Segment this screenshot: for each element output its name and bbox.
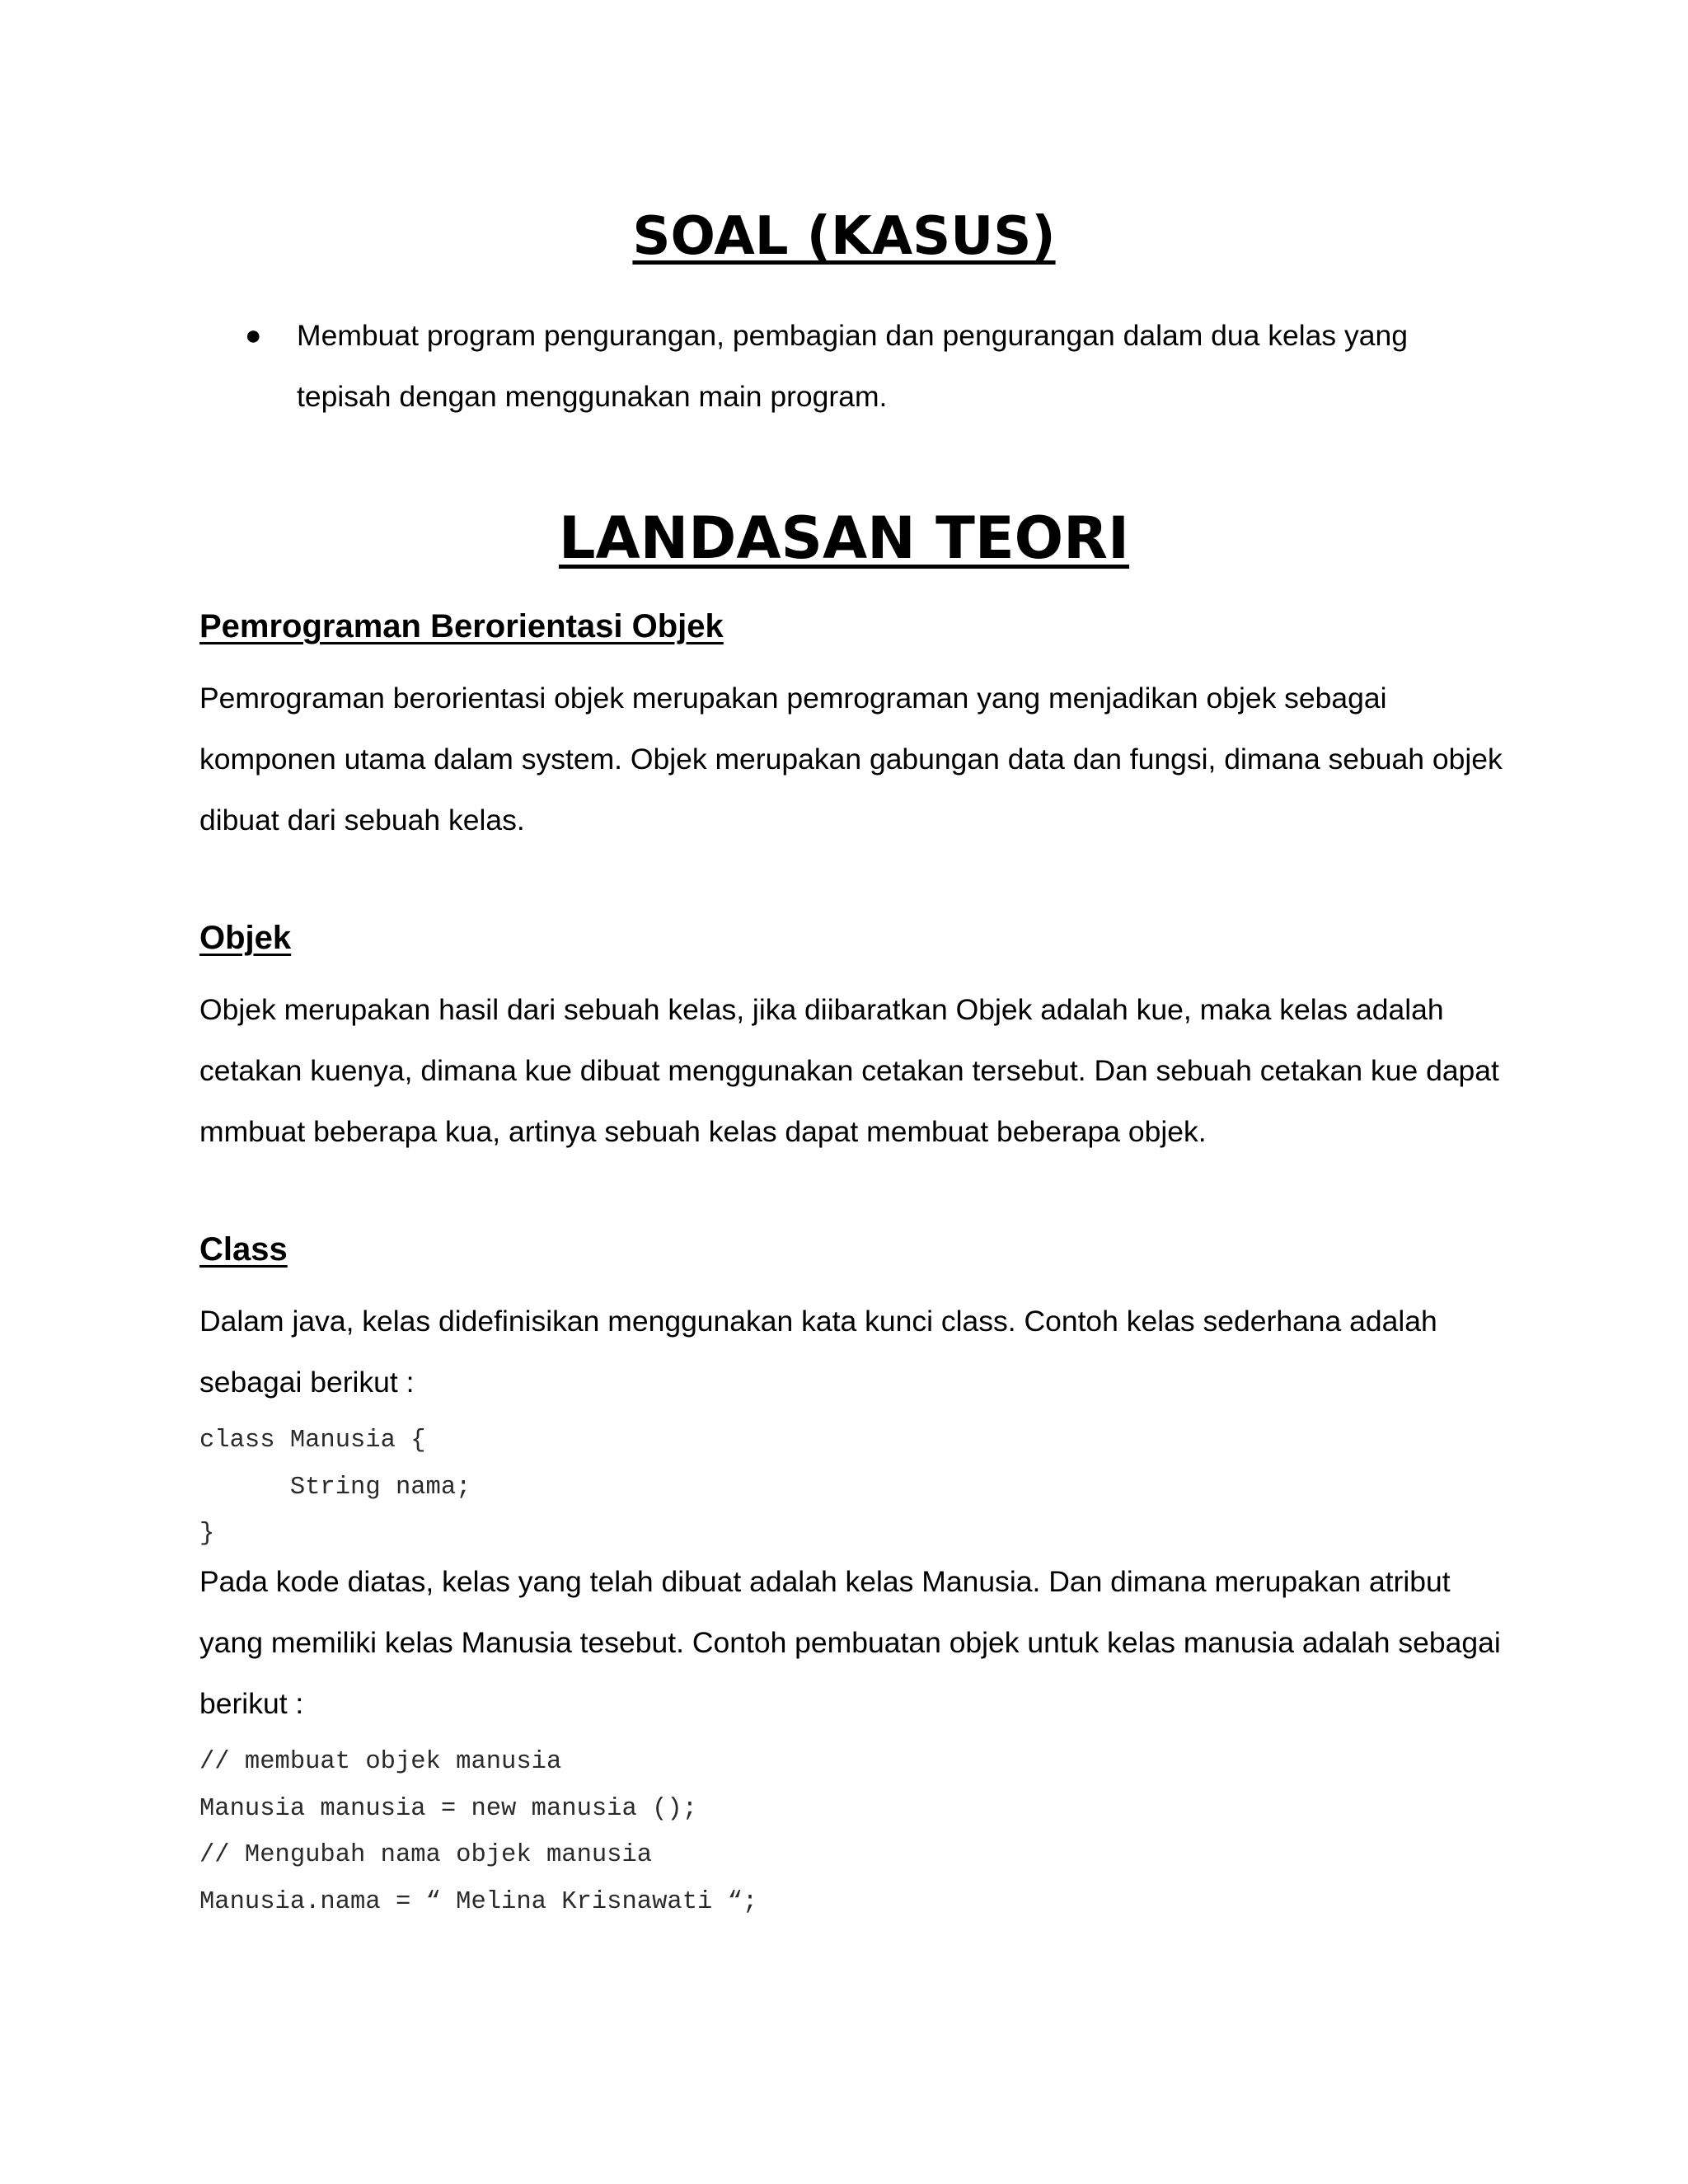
code-block-class: class Manusia { String nama; }	[199, 1427, 471, 1548]
objek-heading: Objek	[199, 920, 292, 956]
objek-paragraph: Objek merupakan hasil dari sebuah kelas, jika diibaratkan Objek adalah kue, maka kelas adalah cetakan kuenya, dimana kue dibuat menggunakan cetakan tersebut. Dan sebuah cetakan kue dapat mmbuat beberapa kua, artinya sebuah kelas dapat membuat beberapa objek.	[199, 993, 1499, 1148]
code-block-object: // membuat objek manusia Manusia manusia = new manusia (); // Mengubah nama objek manusia Manusia.nama = “ Melina Krisnawati “;	[199, 1748, 758, 1916]
class-paragraph-2: Pada kode diatas, kelas yang telah dibuat adalah kelas Manusia. Dan dimana merupakan atribut yang memiliki kelas Manusia tesebut. Contoh pembuatan objek untuk kelas manusia adalah sebagai berikut :	[199, 1565, 1501, 1720]
class-heading: Class	[199, 1231, 288, 1268]
landasan-title: LANDASAN TEORI	[558, 504, 1130, 572]
soal-bullet-text: Membuat program pengurangan, pembagian dan pengurangan dalam dua kelas yang tepisah dengan menggunakan main program.	[297, 319, 1408, 413]
pbo-heading: Pemrograman Berorientasi Objek	[199, 608, 724, 644]
bullet-dot-icon: ●	[245, 320, 262, 351]
class-paragraph: Dalam java, kelas didefinisikan menggunakan kata kunci class. Contoh kelas sederhana adalah sebagai berikut :	[199, 1305, 1437, 1399]
pbo-paragraph: Pemrograman berorientasi objek merupakan pemrograman yang menjadikan objek sebagai komponen utama dalam system. Objek merupakan gabungan data dan fungsi, dimana sebuah objek dibuat dari sebuah kelas.	[199, 682, 1503, 837]
soal-title: SOAL (KASUS)	[632, 206, 1056, 267]
